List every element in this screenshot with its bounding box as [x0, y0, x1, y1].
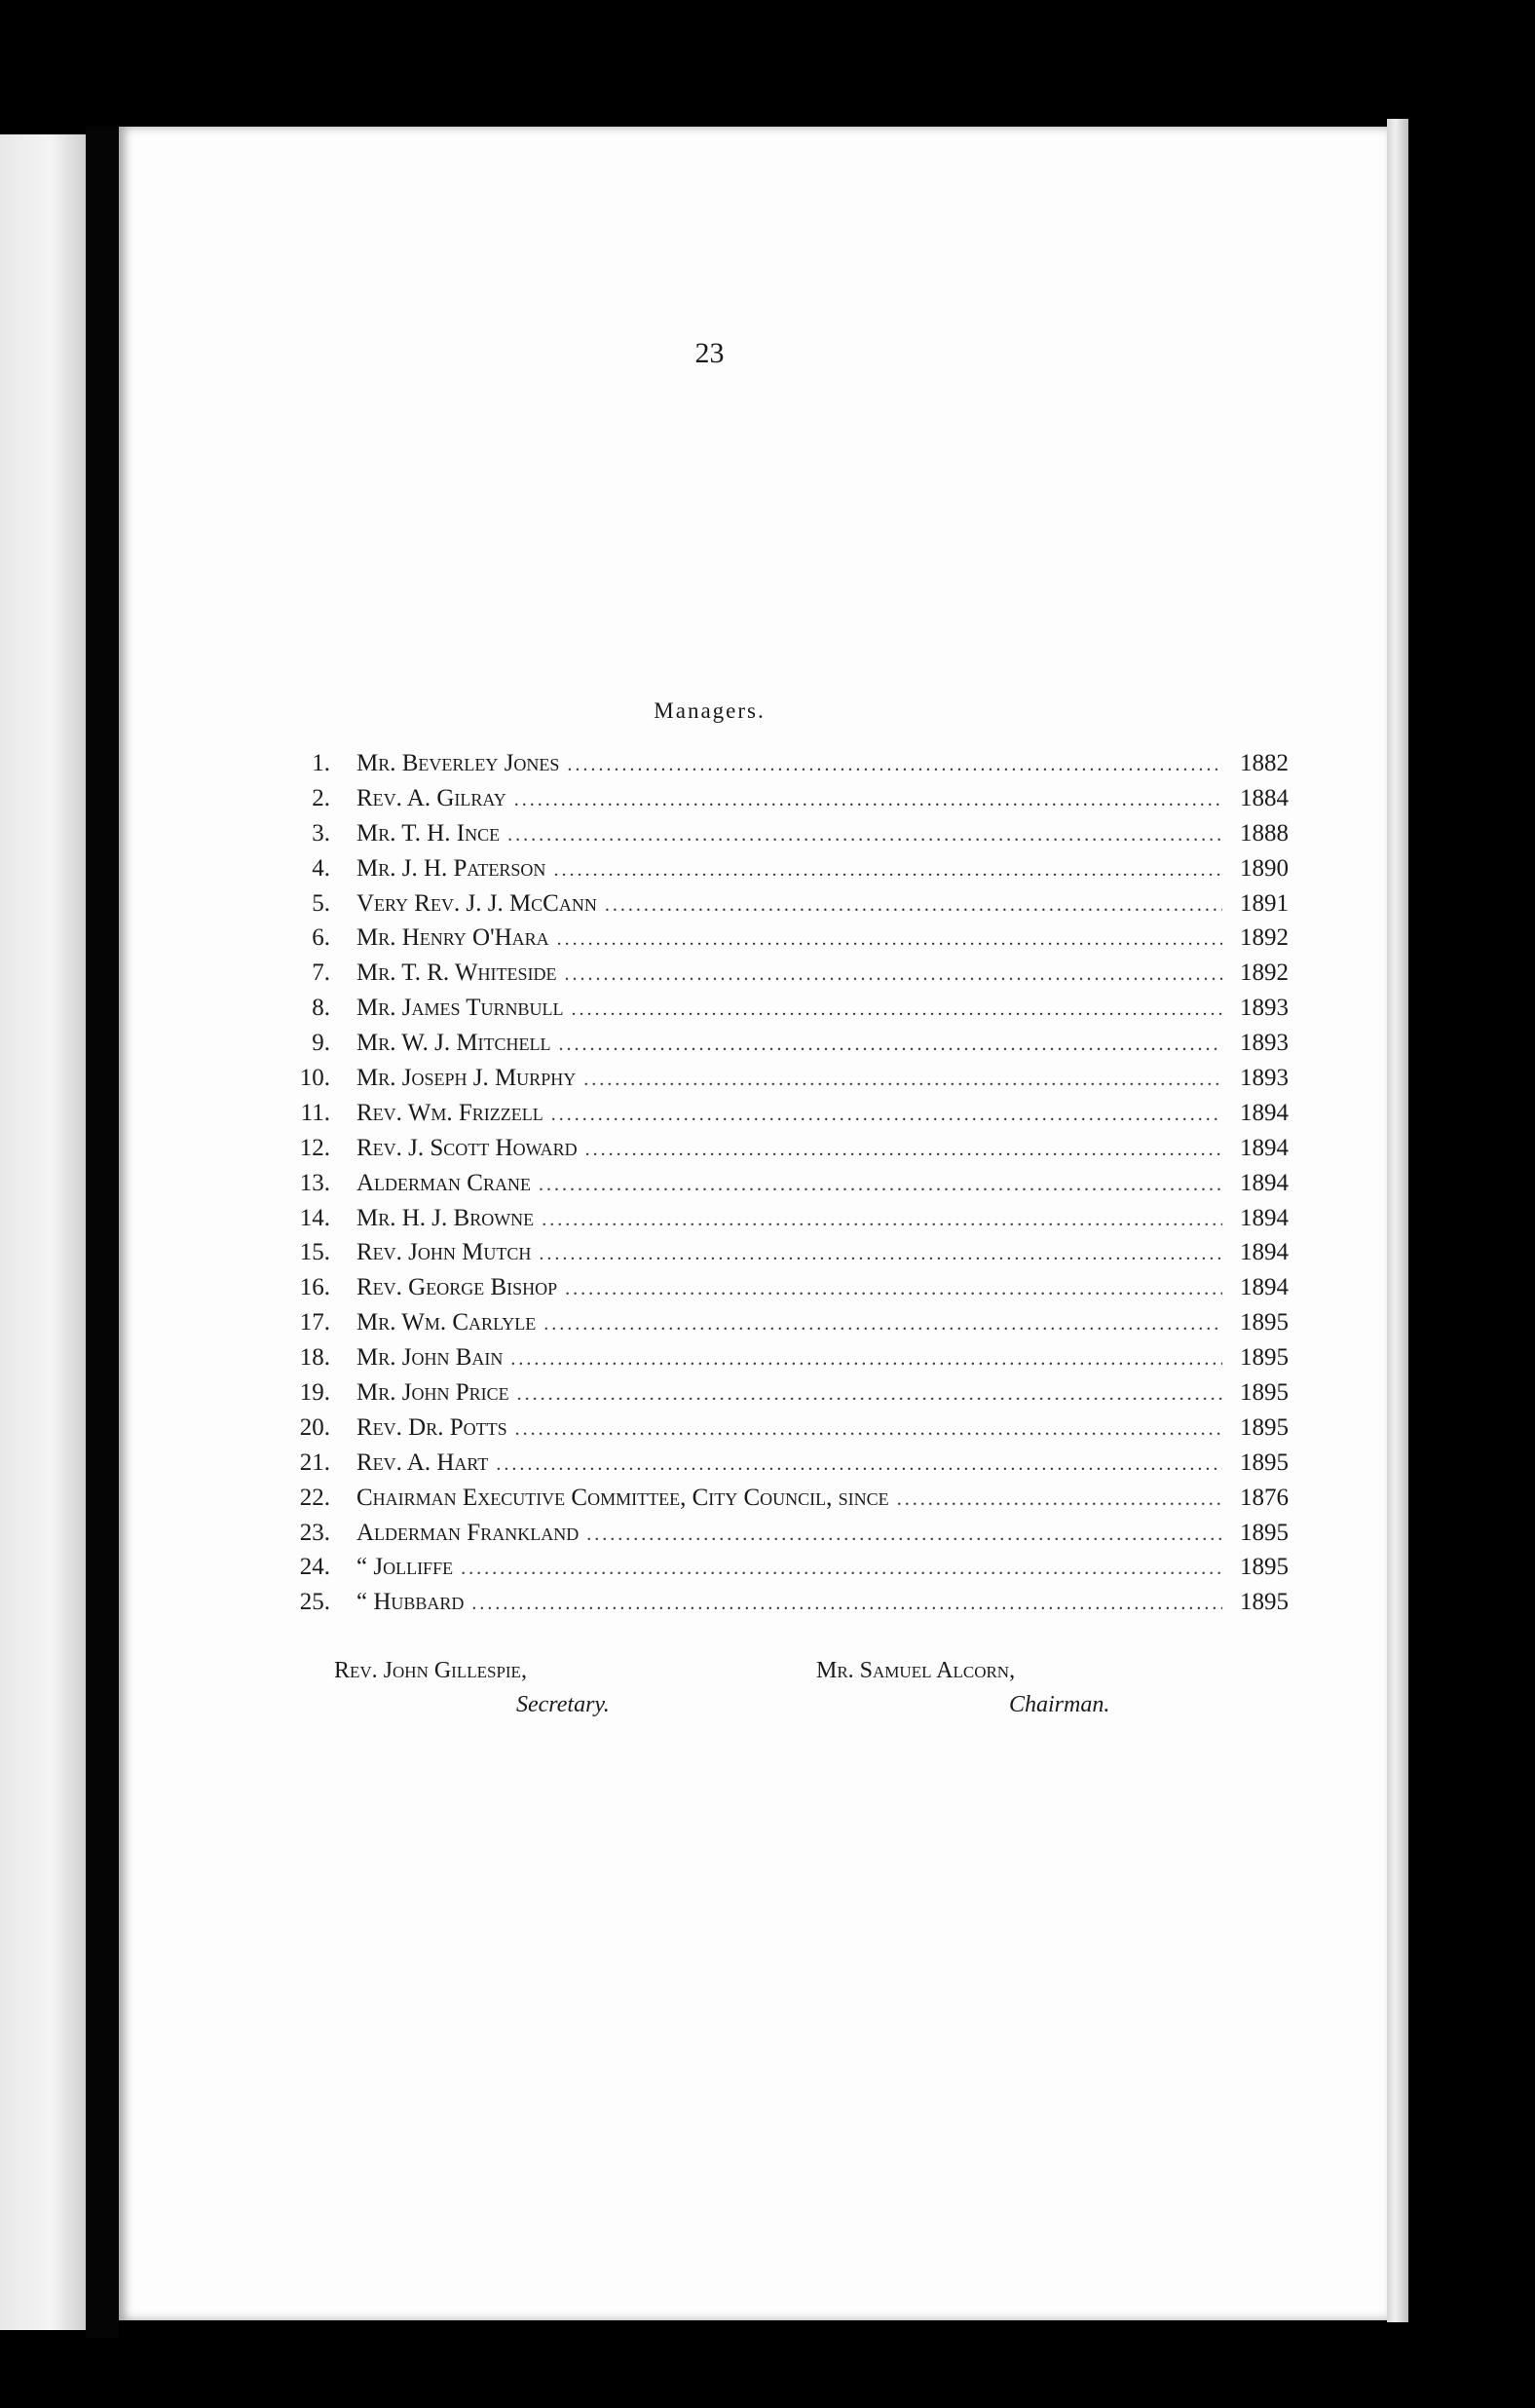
list-item [276, 781, 1289, 816]
list-item [276, 956, 1289, 991]
list-item [276, 1166, 1289, 1201]
manager-entry [356, 1030, 1230, 1057]
chairman-title: Chairman. [1009, 1692, 1110, 1717]
list-item [276, 1201, 1289, 1236]
item-number: 19. [299, 1378, 330, 1406]
page-edge-right [1387, 119, 1408, 2322]
manager-name: Mr. H. J. Browne [356, 1204, 535, 1231]
manager-year: 1882 [1240, 749, 1289, 776]
item-number: 2. [312, 784, 330, 811]
item-number: 5. [312, 889, 330, 917]
manager-entry [356, 924, 1230, 952]
leader-dots [539, 1174, 1222, 1196]
leader-dots [572, 998, 1222, 1021]
leader-dots [583, 1069, 1222, 1091]
item-number: 10. [299, 1064, 330, 1091]
manager-name: Mr. Wm. Carlyle [356, 1309, 537, 1336]
manager-entry [356, 1065, 1230, 1092]
manager-entry [356, 959, 1230, 987]
manager-entry [356, 1449, 1230, 1477]
manager-entry [356, 1414, 1230, 1442]
manager-name: Mr. T. R. Whiteside [356, 959, 557, 987]
leader-dots [586, 1524, 1222, 1546]
section-heading: Managers. [654, 698, 766, 723]
secretary-title: Secretary. [516, 1692, 610, 1717]
manager-name: Alderman Crane [356, 1169, 531, 1196]
manager-year: 1895 [1240, 1413, 1289, 1441]
manager-year: 1893 [1240, 1064, 1289, 1091]
leader-dots [559, 1034, 1222, 1056]
managers-list [276, 746, 1289, 1620]
item-number: 1. [312, 749, 330, 776]
list-item [276, 1375, 1289, 1411]
manager-name: Rev. J. Scott Howard [356, 1134, 578, 1161]
item-number: 17. [299, 1309, 330, 1336]
manager-name: Alderman Frankland [356, 1519, 580, 1546]
manager-name: Mr. John Price [356, 1378, 509, 1406]
manager-year: 1895 [1240, 1309, 1289, 1336]
item-number: 20. [299, 1413, 330, 1441]
manager-year: 1894 [1240, 1204, 1289, 1231]
item-number: 25. [299, 1589, 330, 1616]
manager-year: 1888 [1240, 819, 1289, 847]
list-item [276, 746, 1289, 781]
manager-name: Mr. W. J. Mitchell [356, 1030, 551, 1057]
leader-dots [542, 1209, 1222, 1231]
leader-dots [514, 789, 1222, 811]
manager-year: 1894 [1240, 1274, 1289, 1301]
leader-dots [565, 963, 1222, 986]
manager-entry [356, 1239, 1230, 1266]
list-item [276, 1235, 1289, 1270]
item-number: 8. [312, 995, 330, 1022]
item-number: 18. [299, 1344, 330, 1372]
manager-year: 1895 [1240, 1554, 1289, 1581]
manager-entry [356, 890, 1230, 918]
list-item [276, 921, 1289, 956]
item-number: 4. [312, 854, 330, 882]
manager-name: Mr. Joseph J. Murphy [356, 1064, 577, 1091]
list-item [276, 1585, 1289, 1620]
manager-year: 1895 [1240, 1589, 1289, 1616]
leader-dots [461, 1558, 1222, 1580]
item-number: 22. [299, 1484, 330, 1511]
manager-name: Mr. T. H. Ince [356, 819, 501, 847]
manager-year: 1893 [1240, 1030, 1289, 1057]
list-item [276, 1340, 1289, 1375]
manager-year: 1895 [1240, 1449, 1289, 1476]
manager-name: Rev. A. Gilray [356, 784, 506, 811]
manager-entry [356, 1205, 1230, 1232]
manager-year: 1876 [1240, 1484, 1289, 1511]
page-number: 23 [694, 337, 725, 369]
leader-dots [605, 894, 1222, 917]
manager-year: 1894 [1240, 1239, 1289, 1266]
manager-name: “ Jolliffe [356, 1554, 454, 1581]
item-number: 9. [312, 1030, 330, 1057]
manager-year: 1891 [1240, 889, 1289, 917]
leader-dots [496, 1453, 1222, 1476]
item-number: 23. [299, 1519, 330, 1546]
list-item [276, 1061, 1289, 1096]
manager-year: 1884 [1240, 784, 1289, 811]
leader-dots [565, 1278, 1222, 1300]
manager-entry [356, 1170, 1230, 1197]
item-number: 6. [312, 924, 330, 952]
leader-dots [553, 859, 1222, 882]
secretary-name: Rev. John Gillespie, [334, 1658, 527, 1683]
manager-entry [356, 1135, 1230, 1162]
manager-year: 1893 [1240, 995, 1289, 1022]
manager-name: Very Rev. J. J. McCann [356, 889, 597, 917]
item-number: 21. [299, 1449, 330, 1476]
list-item [276, 1481, 1289, 1516]
leader-dots [510, 1348, 1222, 1371]
leader-dots [507, 824, 1222, 847]
manager-entry [356, 1379, 1230, 1407]
list-item [276, 1305, 1289, 1340]
manager-name: Rev. John Mutch [356, 1239, 532, 1266]
leader-dots [517, 1383, 1222, 1406]
list-item [276, 1026, 1289, 1061]
manager-year: 1895 [1240, 1519, 1289, 1546]
manager-name: “ Hubbard [356, 1589, 465, 1616]
leader-dots [543, 1313, 1222, 1336]
list-item [276, 991, 1289, 1026]
item-number: 12. [299, 1134, 330, 1161]
leader-dots [567, 754, 1222, 776]
manager-name: Rev. A. Hart [356, 1449, 489, 1476]
manager-entry [356, 1485, 1230, 1512]
manager-entry [356, 785, 1230, 812]
facing-page-edge [0, 134, 86, 2330]
manager-year: 1892 [1240, 959, 1289, 987]
manager-name: Mr. John Bain [356, 1344, 504, 1372]
leader-dots [557, 928, 1222, 951]
manager-entry [356, 750, 1230, 777]
list-item [276, 851, 1289, 886]
leader-dots [551, 1104, 1222, 1126]
manager-entry [356, 820, 1230, 847]
list-item [276, 816, 1289, 851]
manager-year: 1894 [1240, 1134, 1289, 1161]
item-number: 11. [300, 1099, 330, 1126]
manager-name: Rev. Dr. Potts [356, 1413, 507, 1441]
item-number: 3. [312, 819, 330, 847]
manager-year: 1890 [1240, 854, 1289, 882]
manager-year: 1895 [1240, 1378, 1289, 1406]
list-item [276, 1411, 1289, 1446]
manager-entry [356, 1554, 1230, 1581]
manager-entry [356, 1589, 1230, 1616]
manager-name: Mr. Beverley Jones [356, 749, 560, 776]
manager-entry [356, 1274, 1230, 1301]
item-number: 13. [299, 1169, 330, 1196]
manager-year: 1892 [1240, 924, 1289, 952]
leader-dots [539, 1243, 1222, 1265]
manager-entry [356, 995, 1230, 1022]
item-number: 24. [299, 1554, 330, 1581]
list-item [276, 886, 1289, 922]
manager-name: Rev. George Bishop [356, 1274, 558, 1301]
leader-dots [471, 1593, 1222, 1615]
list-item [276, 1516, 1289, 1551]
manager-name: Mr. James Turnbull [356, 995, 564, 1022]
manager-name: Chairman Executive Committee, City Council, since [356, 1484, 889, 1511]
book-gutter [86, 127, 119, 2338]
item-number: 14. [299, 1204, 330, 1231]
list-item [276, 1270, 1289, 1305]
manager-entry [356, 855, 1230, 883]
manager-year: 1895 [1240, 1344, 1289, 1372]
manager-entry [356, 1520, 1230, 1547]
manager-year: 1894 [1240, 1169, 1289, 1196]
chairman-name: Mr. Samuel Alcorn, [816, 1658, 1016, 1683]
leader-dots [515, 1418, 1222, 1441]
manager-entry [356, 1100, 1230, 1127]
list-item [276, 1131, 1289, 1166]
item-number: 16. [299, 1274, 330, 1301]
item-number: 7. [312, 959, 330, 987]
manager-entry [356, 1344, 1230, 1372]
item-number: 15. [299, 1239, 330, 1266]
manager-name: Rev. Wm. Frizzell [356, 1099, 543, 1126]
list-item [276, 1446, 1289, 1481]
manager-name: Mr. J. H. Paterson [356, 854, 546, 882]
manager-name: Mr. Henry O'Hara [356, 924, 549, 952]
leader-dots [897, 1488, 1222, 1511]
manager-year: 1894 [1240, 1099, 1289, 1126]
document-page [119, 127, 1387, 2320]
manager-entry [356, 1309, 1230, 1336]
list-item [276, 1550, 1289, 1585]
leader-dots [585, 1139, 1222, 1161]
list-item [276, 1096, 1289, 1131]
